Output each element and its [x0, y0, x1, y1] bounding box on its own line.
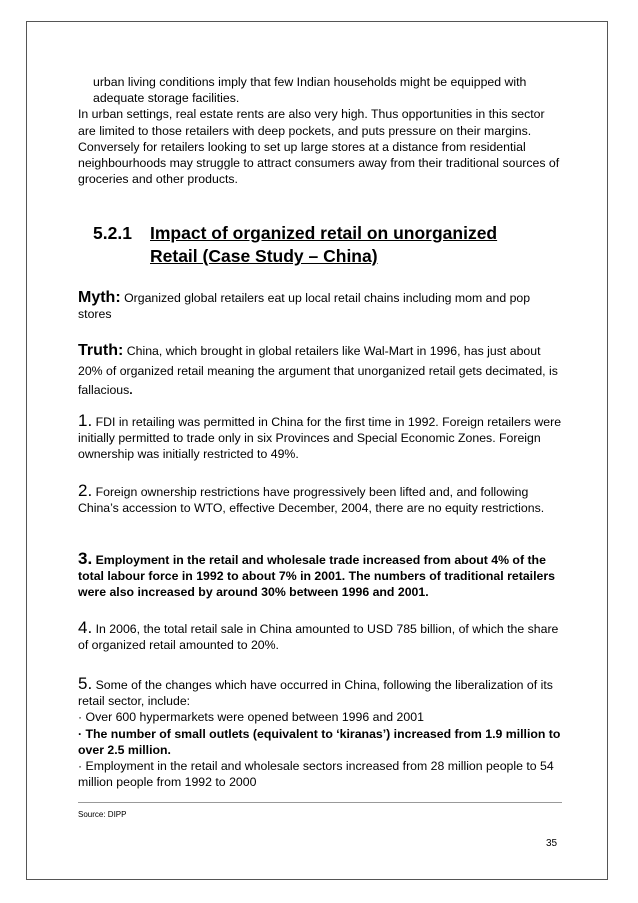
truth-text: China, which brought in global retailers like Wal-Mart in 1996, has just about 20% of organized retail meaning the argument that unorganized retail gets decimated, is fallacious — [78, 344, 558, 397]
bullet-2: · The number of small outlets (equivalent to ‘kiranas’) increased from 1.9 million to over 2.5 million. — [78, 726, 561, 757]
point-5-text: Some of the changes which have occurred in China, following the liberalization of its retail sector, include: — [78, 678, 553, 709]
section-title-line-2: Retail (Case Study – China) — [150, 246, 378, 266]
truth-label: Truth: — [78, 342, 124, 359]
bullet-1: · Over 600 hypermarkets were opened between 1996 and 2001 — [78, 710, 424, 725]
point-3-number: 3. — [78, 549, 93, 568]
point-4-number: 4. — [78, 618, 93, 637]
point-3-text: Employment in the retail and wholesale trade increased from about 4% of the total labour force in 1992 to about 7% in 2001. The numbers of traditional retailers were also increased by around 30% between 1996 and 2001. — [78, 553, 555, 600]
intro-line-2: adequate storage facilities. — [93, 91, 240, 106]
point-4-text: In 2006, the total retail sale in China amounted to USD 785 billion, of which the share of organized retail amounted to 20%. — [78, 622, 559, 653]
point-4 — [78, 620, 562, 653]
point-1-number: 1. — [78, 411, 93, 430]
myth-label: Myth: — [78, 289, 121, 306]
point-2-text: Foreign ownership restrictions have progressively been lifted and, and following China’s accession to WTO, effective December, 2004, there are no equity restrictions. — [78, 485, 545, 516]
source-note: Source: DIPP — [78, 810, 127, 819]
intro-section — [78, 74, 562, 187]
intro-paragraph: In urban settings, real estate rents are also very high. Thus opportunities in this sector are limited to those retailers with deep pockets, and puts pressure on their margins. Conversely for retailers looking to set up large stores at a distance from residential neighbourhoods may struggle to attract consumers away from their traditional sources of groceries and other products. — [78, 107, 560, 187]
truth-block — [78, 341, 562, 401]
section-number: 5.2.1 — [93, 223, 132, 243]
footer-divider — [78, 802, 562, 803]
intro-line-1: urban living conditions imply that few Indian households might be equipped with — [93, 75, 527, 89]
truth-end: . — [129, 383, 133, 397]
point-5-number: 5. — [78, 674, 93, 693]
point-1-text: FDI in retailing was permitted in China for the first time in 1992. Foreign retailers were initially permitted to trade only in six Provinces and Special Economic Zones. Foreign ownership was initially restricted to 49%. — [78, 415, 562, 462]
point-1 — [78, 413, 562, 463]
point-2-number: 2. — [78, 481, 93, 500]
bullet-3: · Employment in the retail and wholesale sectors increased from 28 million people to 54 million people from 1992 to 2000 — [78, 759, 554, 790]
myth-text: Organized global retailers eat up local retail chains including mom and pop stores — [78, 291, 531, 322]
myth-block — [78, 290, 562, 322]
point-5 — [78, 676, 562, 790]
page-number: 35 — [546, 838, 558, 849]
section-title — [150, 222, 570, 268]
point-2 — [78, 483, 562, 516]
section-title-line-1: Impact of organized retail on unorganized — [150, 223, 498, 243]
point-3 — [78, 551, 562, 601]
